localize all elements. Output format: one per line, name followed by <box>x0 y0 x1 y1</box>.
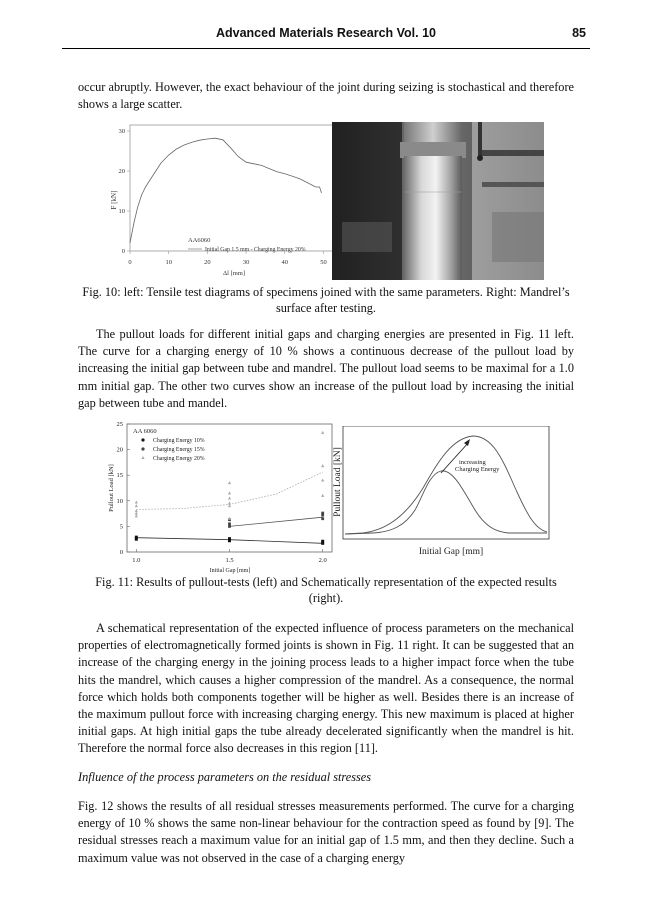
data-point-series-1 <box>135 536 138 539</box>
data-point-series-3 <box>228 491 231 494</box>
x-tick-labels <box>132 549 326 564</box>
y-tick-label: 25 <box>116 421 123 428</box>
data-point-series-3 <box>321 431 324 434</box>
legend-item-15: Charging Energy 15% <box>153 447 205 453</box>
data-point-series-3 <box>321 479 324 482</box>
x-tick-label: 50 <box>320 259 327 266</box>
trend-line-series-2 <box>230 517 323 526</box>
annotation-line2: Charging Energy <box>455 466 500 473</box>
y-tick-label: 10 <box>118 208 125 215</box>
legend-item-20: Charging Energy 20% <box>153 456 205 462</box>
fig10-tensile-plot <box>105 118 340 280</box>
x-tick-labels <box>128 251 326 266</box>
paragraph-4: Fig. 12 shows the results of all residual stresses measurements performed. The curve for a charging energy of 10 % shows the same non-linear behaviour for the contraction speed as found by [9]. The residual stresses reach a maximum value for an initial gap of 1.5 mm, and then they decline. Such a maximum value was not observed in the case of a charging energy <box>78 799 574 865</box>
y-tick-label: 0 <box>119 549 123 556</box>
y-tick-label: 15 <box>116 472 123 480</box>
x-tick-label: 20 <box>204 259 211 266</box>
y-axis-label: F [kN] <box>110 190 118 210</box>
y-tick-label: 0 <box>121 248 125 255</box>
section-heading: Influence of the process parameters on the residual stresses <box>78 770 372 784</box>
schematic-frame <box>343 426 549 539</box>
legend-marker-20 <box>141 456 144 459</box>
data-point-series-3 <box>321 464 324 467</box>
running-header <box>62 26 590 49</box>
legend-text: Initial Gap 1.5 mm - Charging Energy 20% <box>205 247 306 253</box>
data-point-series-1 <box>228 537 231 540</box>
y-tick-label: 20 <box>118 168 125 175</box>
data-point-series-3 <box>135 512 138 515</box>
legend <box>141 438 204 462</box>
data-point-series-3 <box>228 481 231 484</box>
material-label: AA 6060 <box>133 428 157 435</box>
legend-item-10: Charging Energy 10% <box>153 438 205 444</box>
x-tick-label: 1.5 <box>225 557 234 564</box>
legend-marker-15 <box>141 447 144 450</box>
fig11-caption: Fig. 11: Results of pullout-tests (left) and Schematically representation of the expected results (right). <box>95 575 557 605</box>
data-point-series-3 <box>135 514 138 517</box>
x-axis-label: Δl [mm] <box>222 270 246 277</box>
data-point-series-3 <box>228 496 231 499</box>
x-tick-label: 2.0 <box>318 557 327 564</box>
data-point-series-3 <box>135 501 138 504</box>
y-tick-labels <box>117 421 131 556</box>
y-tick-label: 30 <box>118 128 125 135</box>
journal-title: Advanced Materials Research Vol. 10 <box>215 26 436 40</box>
y-axis-label: Pullout Load [kN] <box>333 447 343 517</box>
y-tick-label: 5 <box>119 523 123 531</box>
data-point-series-3 <box>228 502 231 505</box>
annotation-line1: increasing <box>459 459 486 466</box>
x-tick-label: 30 <box>242 259 250 266</box>
x-axis-label: Initial Gap [mm] <box>209 568 251 574</box>
x-tick-label: 10 <box>165 259 172 266</box>
data-point-series-2 <box>321 512 324 515</box>
data-point-series-2 <box>321 517 324 520</box>
page-number: 85 <box>572 26 586 40</box>
x-axis-label: Initial Gap [mm] <box>418 547 484 557</box>
paragraph-2: The pullout loads for different initial gaps and charging energies are presented in Fig. 11 left. The curve for a charging energy of 10 % shows a continuous decrease of the pullout load by increasing the initial gap between tube and mandrel. The pullout load seems to be maximal for a 1.0 mm initial gap. The other two curves show an increase of the pullout load by increasing the initial gap between tube and mandel. <box>78 327 574 410</box>
y-tick-labels <box>119 128 131 255</box>
y-axis-label: Pullout Load [kN] <box>108 464 115 512</box>
fig11-pullout-plot <box>105 418 335 574</box>
material-label: AA6060 <box>188 237 211 244</box>
curve-low-energy <box>345 471 547 534</box>
curve-high-energy <box>345 436 547 534</box>
data-point-series-1 <box>321 540 324 543</box>
legend-marker-10 <box>141 438 144 441</box>
data-point-series-3 <box>321 494 324 497</box>
data-point-series-3 <box>228 504 231 507</box>
data-point-series-2 <box>228 525 231 528</box>
data-point-series-2 <box>228 522 231 525</box>
x-tick-label: 40 <box>281 259 289 266</box>
fig10-caption: Fig. 10: left: Tensile test diagrams of specimens joined with the same parameters. Right: Mandrel’s surface after testing. <box>82 285 570 315</box>
y-tick-label: 20 <box>116 446 123 454</box>
x-tick-label: 0 <box>128 259 132 266</box>
tensile-curve <box>130 138 322 243</box>
plot-frame <box>130 125 338 251</box>
data-point-series-3 <box>135 504 138 507</box>
fig11-schematic <box>333 426 551 562</box>
paragraph-1: occur abruptly. However, the exact behaviour of the joint during seizing is stochastical and therefore shows a large scatter. <box>78 80 574 112</box>
mandrel-photo <box>332 122 544 280</box>
x-tick-label: 1.0 <box>132 557 141 564</box>
paragraph-3: A schematical representation of the expected influence of process parameters on the mechanical properties of electromagnetically formed joints is shown in Fig. 11 right. It can be suggested that an increase of the charging energy in the joining process leads to a higher impact force when the tube hits the mandrel, which causes a higher compression of the mandrel. As a consequence, the normal force which holds both components together will be higher as well. Besides there is an increase of the maximum pullout force with increasing charging energy. This new maximum is placed at higher initial gaps. At high initial gaps the tube already decelerated significantly when the mandrel is hit. Therefore the normal force also decreases in this region [11]. <box>78 621 574 756</box>
y-tick-label: 10 <box>116 497 123 505</box>
